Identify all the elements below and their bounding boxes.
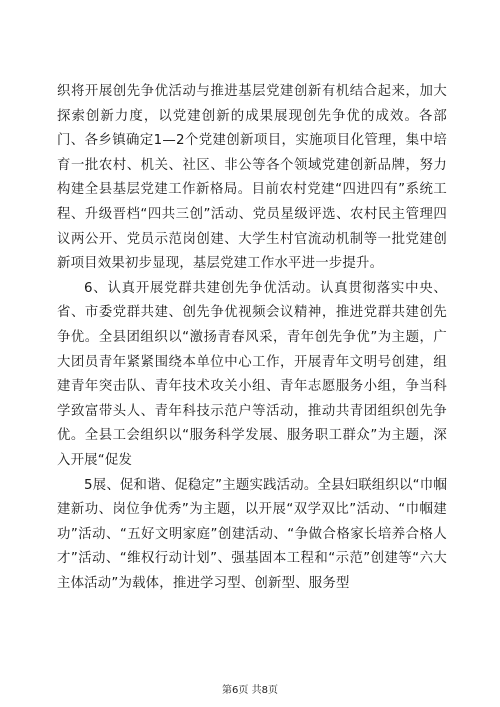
page-number-footer: 第6页 共8页 [222, 685, 278, 696]
body-text [57, 80, 447, 596]
paragraph-item-5: 5展、促和谐、促稳定”主题实践活动。全县妇联组织以“巾帼建新功、岗位争优秀”为主题，以开展“双学双比”活动、“巾帼建功”活动、“五好文明家庭”创建活动、“争做合格家长培养合格人才”活动、“维权行动计划”、强基固本工程和“示范”创建等“六大主体活动”为载体，推进学习型、创新型、服务型 [57, 477, 447, 591]
paragraph-item-6: 6、认真开展党群共建创先争优活动。认真贯彻落实中央、省、市委党群共建、创先争优视频会议精神，推进党群共建创先争优。全县团组织以“激扬青春风采，青年创先争优”为主题，广大团员青年紧紧围绕本单位中心工作，开展青年文明号创建，组建青年突击队、青年技术攻关小组、青年志愿服务小组，争当科学致富带头人、青年科技示范户等活动，推动共青团组织创先争优。全县工会组织以“服务科学发展、服务职工群众”为主题，深入开展“促发 [57, 280, 447, 468]
paragraph-continuation: 织将开展创先争优活动与推进基层党建创新有机结合起来，加大探索创新力度，以党建创新的成果展现创先争优的成效。各部门、各乡镇确定1—2个党建创新项目，实施项目化管理，集中培育一批农村、机关、社区、非公等各个领域党建创新品牌，努力构建全县基层党建工作新格局。目前农村党建“四进四有”系统工程、升级晋档“四共三创”活动、党员星级评选、农村民主管理四议两公开、党员示范岗创建、大学生村官流动机制等一批党建创新项目效果初步显现，基层党建工作水平进一步提升。 [57, 84, 447, 272]
